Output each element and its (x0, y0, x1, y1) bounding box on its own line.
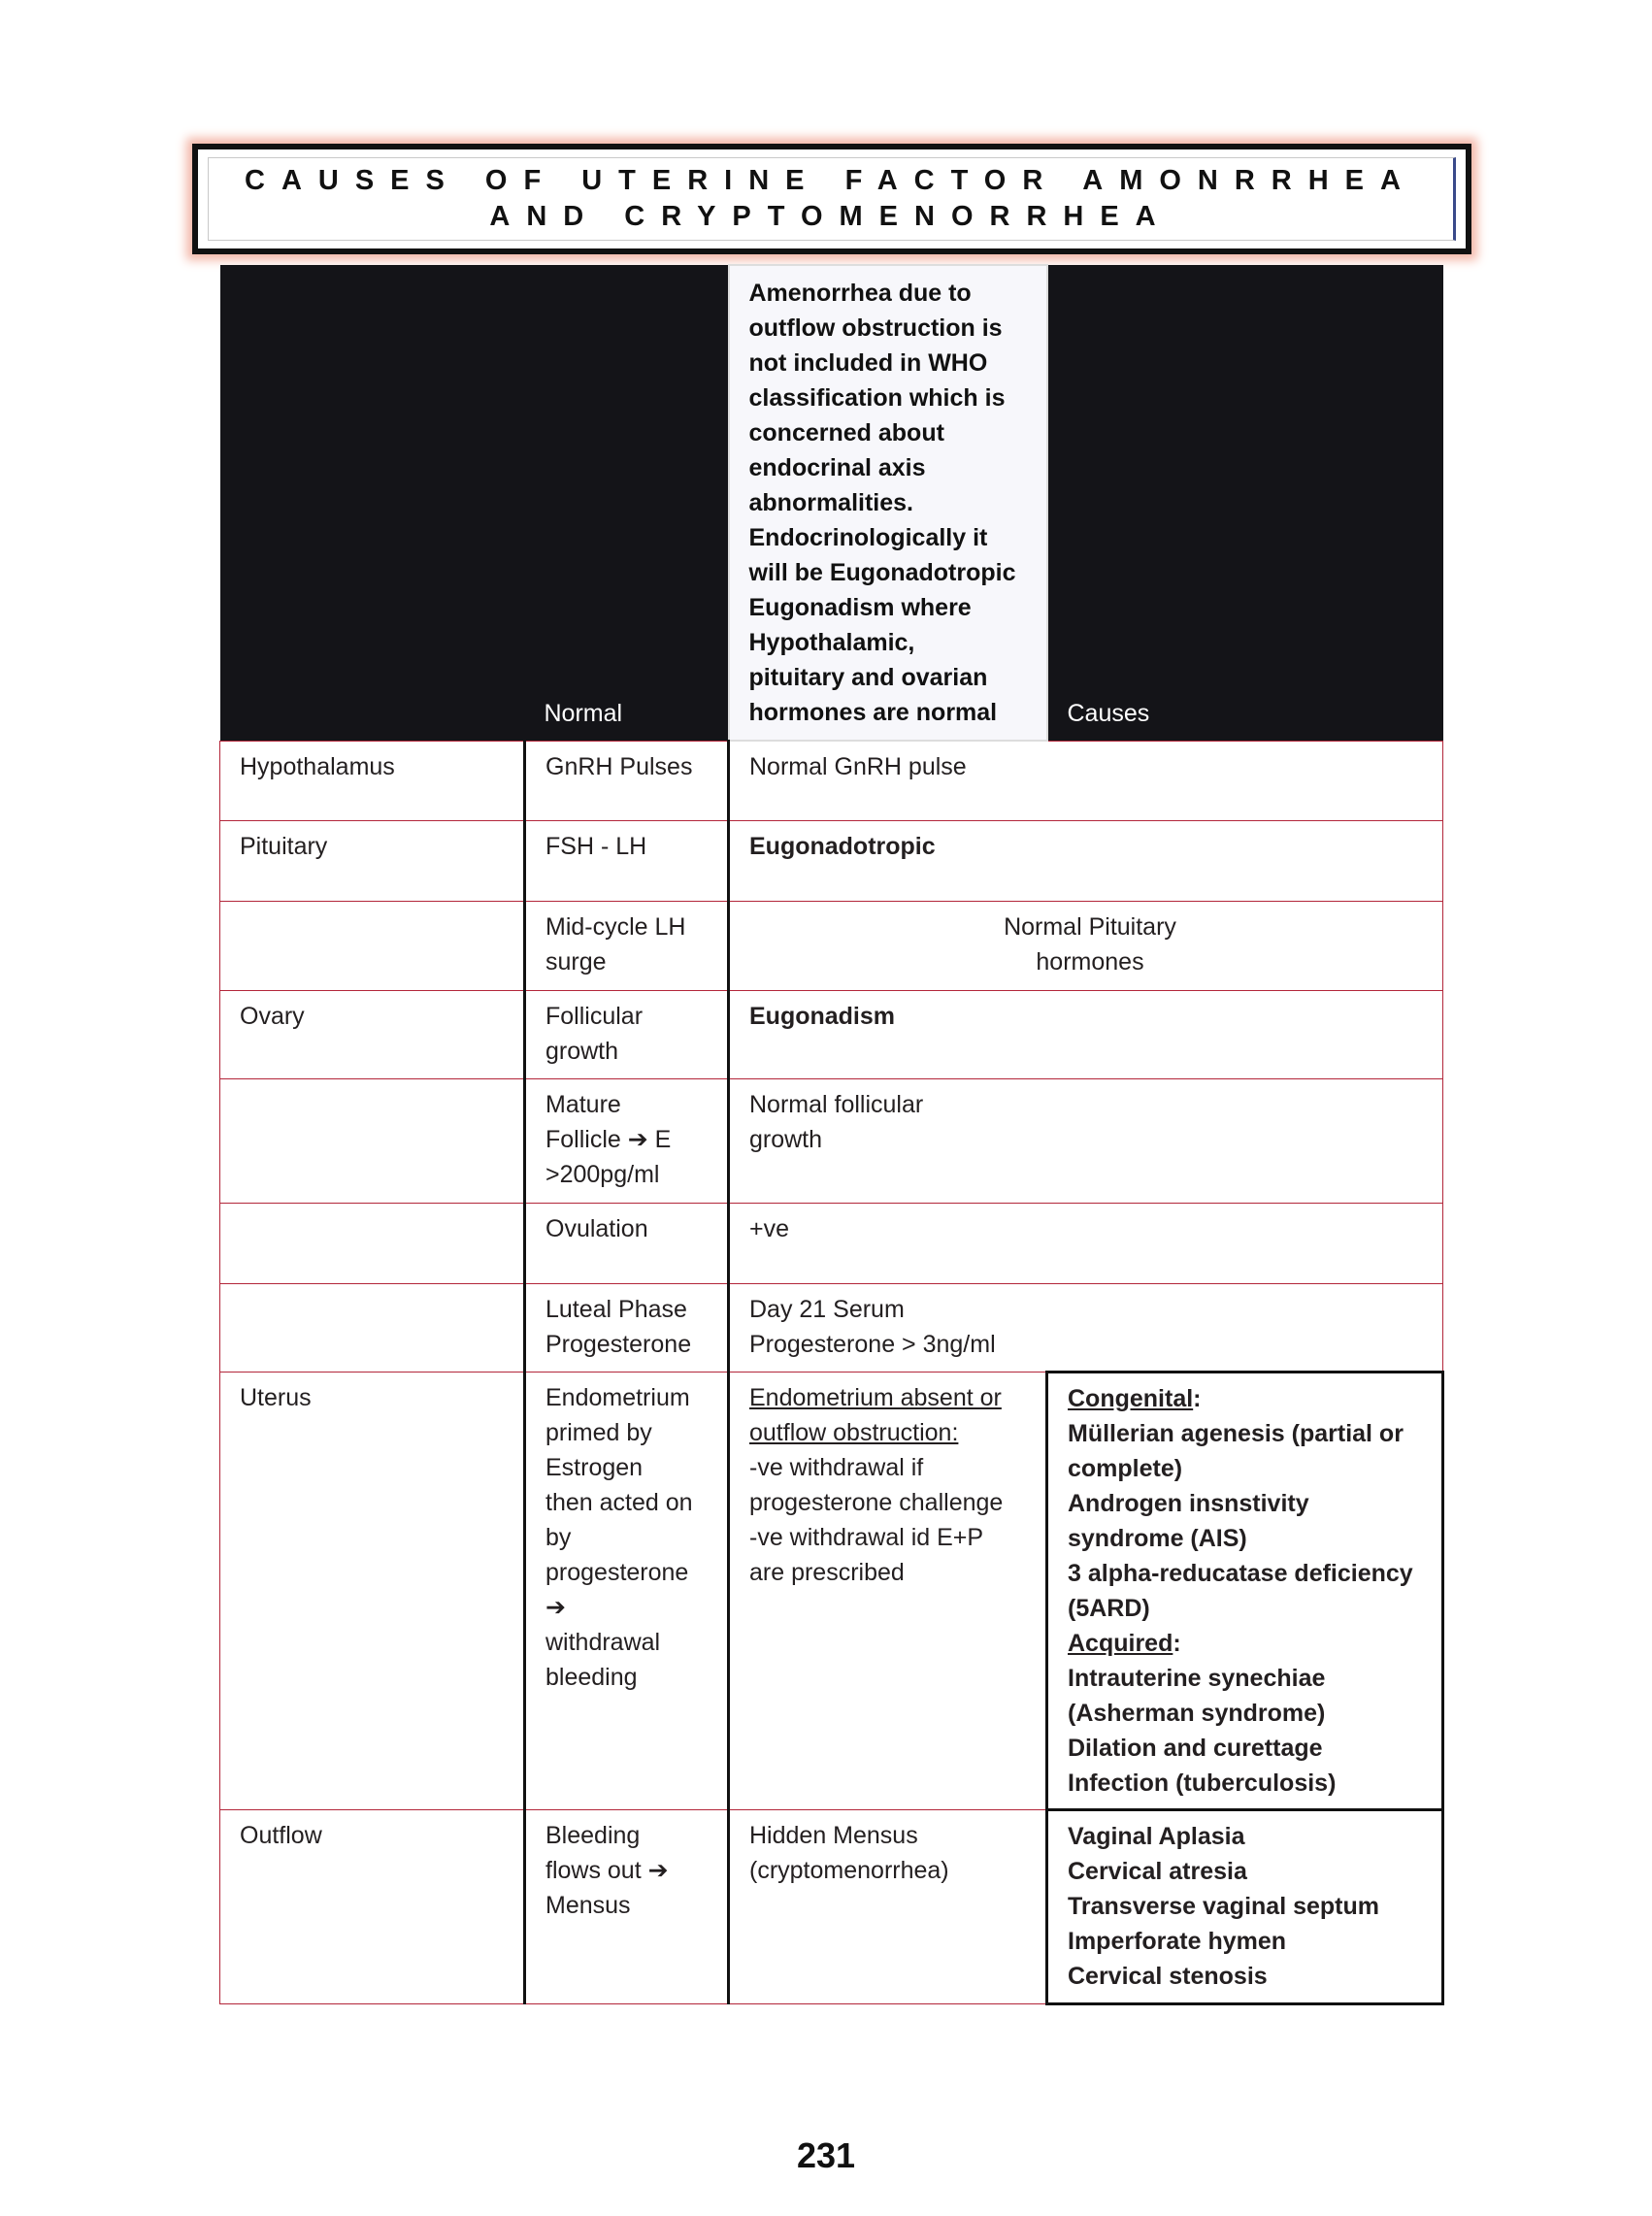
text-line: Endometrium absent or (749, 1383, 1002, 1411)
text-line: hormones (1036, 947, 1144, 976)
title-box (192, 144, 1471, 254)
page-title-line-1: CAUSES OF UTERINE FACTOR AMONRRHEA (245, 165, 1417, 196)
text-line: flows out ➔ (545, 1856, 669, 1884)
cell-normal (525, 990, 729, 1078)
table-row (220, 1372, 1443, 1809)
cell-normal (525, 1283, 729, 1372)
cell-finding (729, 820, 1443, 901)
cell-finding (729, 1283, 1443, 1372)
text-line: Normal Pituitary (1004, 912, 1176, 941)
text-line: surge (545, 947, 607, 976)
text-line: will be Eugonadotropic (748, 559, 1016, 586)
cell-finding (729, 1203, 1443, 1283)
text-line: Progesterone (545, 1330, 692, 1358)
text-line: by (545, 1523, 572, 1551)
text-line: -ve withdrawal id E+P (749, 1523, 984, 1551)
text-line: outflow obstruction: (749, 1418, 959, 1446)
cell-normal (525, 1203, 729, 1283)
text-line: Infection (tuberculosis) (1068, 1769, 1337, 1797)
cell-level: Ovary (220, 990, 525, 1078)
text-line: Hypothalamic, (748, 629, 915, 656)
text-line: Imperforate hymen (1068, 1927, 1287, 1955)
cell-level: Outflow (220, 1809, 525, 2003)
cell-finding (729, 990, 1443, 1078)
text-line: withdrawal (545, 1628, 661, 1656)
cell-normal (525, 1078, 729, 1203)
text-line: Vaginal Aplasia (1068, 1822, 1245, 1850)
cell-level (220, 1283, 525, 1372)
cell-normal (525, 820, 729, 901)
text-line: Cervical stenosis (1068, 1962, 1268, 1990)
text-line: 3 alpha-reducatase deficiency (1068, 1559, 1413, 1587)
text-line: Müllerian agenesis (partial or (1068, 1419, 1404, 1447)
table-row (220, 1078, 1443, 1203)
cell-finding (729, 1372, 1047, 1809)
cell-causes: Congenital: Müllerian agenesis (partial or complete) Androgen insnstivity syndrome (AIS) 3 alpha-reducatase deficiency (5ARD) Acquired: Intrauterine synechiae (Asherman syndrome) Dilation and curettage Infection (tuberculosis) (1047, 1372, 1443, 1809)
text-line: hormones are normal (748, 699, 998, 726)
cell-normal (525, 1372, 729, 1809)
text-line: Dilation and curettage (1068, 1734, 1323, 1762)
cell-level: Pituitary (220, 820, 525, 901)
cell-causes (1047, 1809, 1443, 2003)
cell-finding (729, 741, 1443, 820)
text-line: Follicular (545, 1002, 644, 1030)
cell-level: Uterus (220, 1372, 525, 1809)
text-line: Endometrium (545, 1383, 690, 1411)
text-line: +ve (749, 1214, 790, 1242)
text-line: Ovulation (545, 1214, 648, 1242)
text-line: (cryptomenorrhea) (749, 1856, 949, 1884)
cause-category-label: Congenital (1068, 1384, 1194, 1412)
text-line: Luteal Phase (545, 1295, 687, 1323)
table-header-row (220, 265, 1443, 741)
text-line: Amenorrhea due to (748, 280, 972, 307)
text-line: endocrinal axis (748, 454, 926, 481)
text-line: ➔ (545, 1593, 566, 1621)
text-line: Intrauterine synechiae (1068, 1664, 1326, 1692)
header-level (220, 265, 525, 741)
text-line: are prescribed (749, 1558, 905, 1586)
text-line: growth (545, 1037, 619, 1065)
text-line: pituitary and ovarian (748, 664, 988, 691)
header-normal: Normal (525, 265, 729, 741)
cell-level (220, 1078, 525, 1203)
table-row (220, 741, 1443, 820)
text-line: (5ARD) (1068, 1594, 1150, 1622)
text-line: Cervical atresia (1068, 1857, 1247, 1885)
cell-finding (729, 1078, 1443, 1203)
cell-normal (525, 901, 729, 990)
text-line: Mensus (545, 1891, 631, 1919)
text-line: bleeding (545, 1663, 638, 1691)
table-row (220, 820, 1443, 901)
text-line: Normal follicular (749, 1090, 924, 1118)
text-line: classification which is (748, 384, 1006, 412)
text-line: Progesterone > 3ng/ml (749, 1330, 996, 1358)
header-note (729, 265, 1047, 741)
text-line: progesterone (545, 1558, 689, 1586)
page-title-line-2: AND CRYPTOMENORRHEA (489, 201, 1173, 232)
text-line: Transverse vaginal septum (1068, 1892, 1379, 1920)
text-line: Follicle ➔ E (545, 1125, 672, 1153)
text-line: Day 21 Serum (749, 1295, 905, 1323)
table-row (220, 901, 1443, 990)
table-row (220, 1809, 1443, 2003)
text-line: outflow obstruction is (748, 314, 1003, 342)
text-line: progesterone challenge (749, 1488, 1004, 1516)
cell-level: Hypothalamus (220, 741, 525, 820)
finding-heading (749, 1380, 1034, 1450)
text-line: FSH - LH (545, 832, 647, 860)
text-line: Eugonadism where (748, 594, 972, 621)
text-line: Androgen insnstivity (1068, 1489, 1309, 1517)
text-line: primed by (545, 1418, 652, 1446)
text-line: Eugonadism (749, 1002, 896, 1030)
cell-normal (525, 1809, 729, 2003)
table-row (220, 990, 1443, 1078)
text-line: abnormalities. (748, 489, 913, 516)
text-line: Normal GnRH pulse (749, 753, 967, 780)
text-line: not included in WHO (748, 349, 988, 377)
text-line: >200pg/ml (545, 1160, 660, 1188)
text-line: complete) (1068, 1454, 1183, 1482)
text-line: growth (749, 1125, 823, 1153)
cell-normal (525, 741, 729, 820)
cell-finding (729, 1809, 1047, 2003)
text-line: (Asherman syndrome) (1068, 1699, 1326, 1727)
amenorrhea-table (219, 264, 1444, 2005)
header-causes: Causes (1047, 265, 1443, 741)
text-line: Mature (545, 1090, 621, 1118)
table-row (220, 1283, 1443, 1372)
text-line: -ve withdrawal if (749, 1453, 924, 1481)
text-line: Endocrinologically it (748, 524, 988, 551)
page-number: 231 (796, 2135, 856, 2175)
text-line: Bleeding (545, 1821, 641, 1849)
text-line: concerned about (748, 419, 944, 447)
text-line: Mid-cycle LH (545, 912, 686, 941)
cell-level (220, 901, 525, 990)
text-line: syndrome (AIS) (1068, 1524, 1247, 1552)
text-line: Hidden Mensus (749, 1821, 918, 1849)
text-line: Estrogen (545, 1453, 644, 1481)
cell-level (220, 1203, 525, 1283)
cell-finding (729, 901, 1443, 990)
table-row (220, 1203, 1443, 1283)
text-line: Eugonadotropic (749, 832, 936, 860)
text-line: GnRH Pulses (545, 752, 693, 780)
cause-category-label: Acquired (1068, 1629, 1173, 1657)
text-line: then acted on (545, 1488, 693, 1516)
